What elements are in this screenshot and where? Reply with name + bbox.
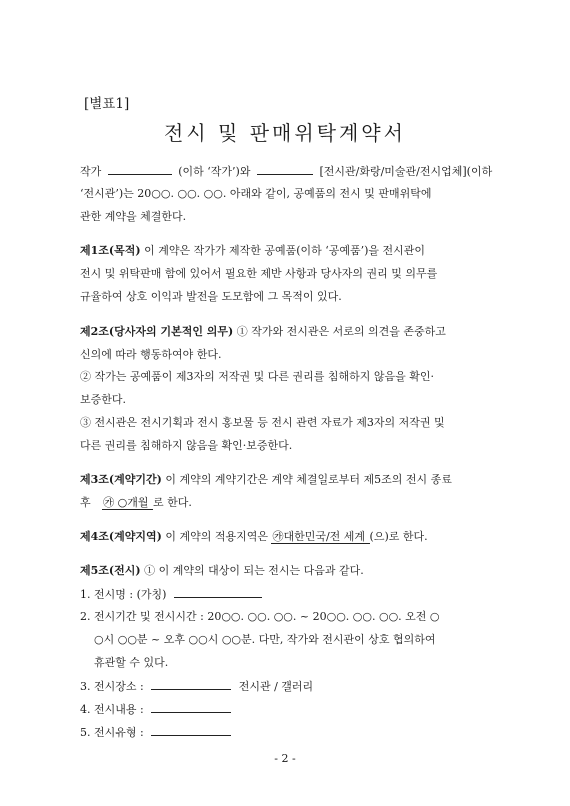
exhibition-content-label: 4. 전시내용 : — [80, 703, 144, 716]
exhibition-venue-type: 전시관 / 갤러리 — [238, 680, 314, 693]
exhibition-type-blank — [151, 725, 231, 736]
page-number: - 2 - — [274, 752, 296, 765]
exhibition-venue-item — [80, 679, 313, 694]
article-2-line-2: 신의에 따라 행동하여야 한다. — [80, 348, 222, 361]
article-3-after: 후 — [80, 496, 91, 509]
article-3-line-2 — [80, 496, 192, 510]
exhibition-content-blank — [151, 702, 231, 713]
article-4-text: 이 계약의 적용지역은 — [161, 530, 272, 543]
exhibition-content-item — [80, 702, 231, 717]
author-name-blank — [108, 164, 172, 175]
exhibition-name-label: 1. 전시명 : (가칭) — [80, 588, 167, 601]
intro-line-1 — [80, 164, 492, 179]
article-5-line-1 — [80, 564, 364, 578]
article-3-line-1 — [80, 473, 452, 487]
intro-author-alias: (이하 ‘작가’)와 — [178, 165, 251, 178]
exhibition-period-line-1: 2. 전시기간 및 전시시간 : 20○○. ○○. ○○. ~ 20○○. ○○. ○○. 오전 ○ — [80, 610, 440, 623]
article-1-text: 이 계약은 작가가 제작한 공예품(이하 ‘공예품’)을 전시관이 — [140, 244, 426, 257]
exhibition-venue-blank — [151, 679, 231, 690]
intro-author-label: 작가 — [80, 165, 102, 178]
intro-line-3: 관한 계약을 체결한다. — [80, 210, 187, 223]
article-2-line-5: ③ 전시관은 전시기획과 전시 홍보물 등 전시 관련 자료가 제3자의 저작권 및 — [80, 416, 445, 429]
article-2-line-1 — [80, 325, 446, 339]
exhibition-period-line-2: ○시 ○○분 ~ 오후 ○○시 ○○분. 다만, 작가와 전시관이 상호 협의하여 — [94, 633, 436, 646]
article-4-line-1 — [80, 530, 428, 544]
exhibition-name-blank — [174, 587, 262, 598]
article-2-line-4: 보증한다. — [80, 393, 127, 406]
exhibition-name-item — [80, 587, 262, 602]
article-3-end: 로 한다. — [152, 496, 192, 509]
article-2-line-6: 다른 권리를 침해하지 않음을 확인·보증한다. — [80, 439, 293, 452]
article-5-text: ① 이 계약의 대상이 되는 전시는 다음과 같다. — [140, 564, 364, 577]
article-1-line-3: 규율하여 상호 이익과 발전을 도모함에 그 목적이 있다. — [80, 290, 342, 303]
contract-region-value: ㉮대한민국/전 세계 — [272, 530, 369, 543]
article-3-text: 이 계약의 계약기간은 계약 체결일로부터 제5조의 전시 종료 — [161, 473, 452, 486]
article-4-heading: 제4조(계약지역) — [80, 530, 162, 543]
article-2-heading: 제2조(당사자의 기본적인 의무) — [80, 325, 234, 338]
venue-name-blank — [257, 164, 313, 175]
article-5-heading: 제5조(전시) — [80, 564, 141, 577]
article-1-heading: 제1조(목적) — [80, 244, 141, 257]
intro-line-2: ‘전시관’)는 20○○. ○○. ○○. 아래와 같이, 공예품의 전시 및 판매위탁에 — [80, 187, 432, 200]
exhibition-type-label: 5. 전시유형 : — [80, 726, 144, 739]
article-2-text: ① 작가와 전시관은 서로의 의견을 존중하고 — [233, 325, 446, 338]
exhibition-venue-label: 3. 전시장소 : — [80, 680, 144, 693]
article-1-line-2: 전시 및 위탁판매 함에 있어서 필요한 제반 사항과 당사자의 권리 및 의무를 — [80, 267, 438, 280]
exhibition-period-line-3: 휴관할 수 있다. — [94, 656, 169, 669]
contract-period-value: ㉮ ○개월 — [103, 496, 152, 509]
article-1-line-1 — [80, 244, 425, 258]
annex-label: [별표1] — [84, 96, 130, 112]
exhibition-type-item — [80, 725, 231, 740]
intro-venue-type: [전시관/화랑/미술관/전시업체](이하 — [319, 165, 493, 178]
article-3-heading: 제3조(계약기간) — [80, 473, 162, 486]
article-2-line-3: ② 작가는 공예품이 제3자의 저작권 및 다른 권리를 침해하지 않음을 확인· — [80, 370, 434, 383]
article-4-end: (으)로 한다. — [369, 530, 428, 543]
document-title: 전시 및 판매위탁계약서 — [164, 121, 406, 145]
